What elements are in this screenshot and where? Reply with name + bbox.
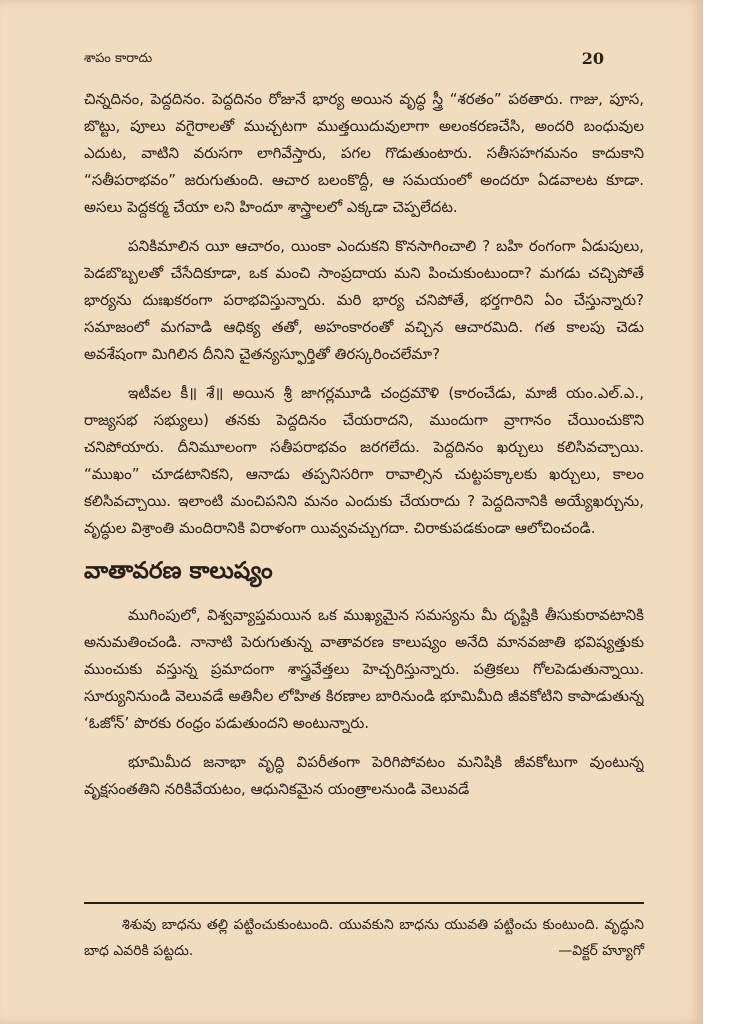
footer-quote — [84, 912, 644, 964]
section-paragraph-1: ముగింపులో, విశ్వవ్యాప్తమయిన ఒక ముఖ్యమైన సమస్యను మీ దృష్టికి తీసుకురావటానికి అనుమతించండి. నానాటి పెరుగుతున్న వాతావరణ కాలుష్యం అనేది మానవజాతి భవిష్యత్తుకు ముంచుకు వస్తున్న ప్రమాదంగా శాస్త్రవేత్తలు హెచ్చరిస్తున్నారు. పత్రికలు గోలపెడుతున్నాయి. సూర్యునినుండి వెలువడే అతినీల లోహిత కిరణాల బారినుండి భూమిమీది జీవకోటిని కాపాడుతున్న ‘ఓజోన్’ పొరకు రంధ్రం పడుతుందని అంటున్నారు. — [84, 606, 644, 732]
page-edge — [702, 0, 730, 1024]
paragraph-2: పనికిమాలిన యీ ఆచారం, యింకా ఎందుకని కొనసాగించాలి ? బహి రంగంగా ఏడుపులు, పెడబొబ్బలతో చేసేదికూడా, ఒక మంచి సాంప్రదాయ మని పించుకుంటుందా? మగడు చచ్చిపోతే భార్యను దుఃఖకరంగా పరాభవిస్తున్నారు. మరి భార్య చనిపోతే, భర్తగారిని ఏం చేస్తున్నారు? సమాజంలో మగవాడి ఆధిక్య తతో, అహంకారంతో వచ్చిన ఆచారమిది. గత కాలపు చెడు అవశేషంగా మిగిలిన దీనిని చైతన్యస్ఫూర్తితో తిరస్కరించలేమా? — [84, 237, 644, 363]
page-header — [84, 48, 604, 70]
footer-divider — [84, 902, 644, 904]
section-heading: వాతావరణ కాలుష్యం — [84, 558, 273, 584]
quote-text: శిశువు బాధను తల్లి పట్టించుకుంటుంది. యువకుని బాధను యువతి పట్టించు కుంటుంది. వృద్ధుని బాధ ఎవరికి పట్టదు. — [84, 917, 644, 959]
section-paragraph-2: భూమిమీద జనాభా వృద్ధి విపరీతంగా పెరిగిపోవటం మనిషికి జీవకోటుగా వుంటున్న వృక్షసంతతిని నరికివేయటం, ఆధునికమైన యంత్రాలనుండి వెలువడే — [84, 753, 644, 798]
page-number: 20 — [581, 49, 604, 68]
page-body — [84, 86, 644, 815]
running-title: శాపం కారాదు — [84, 51, 153, 66]
paragraph-1: చిన్నదినం, పెద్దదినం. పెద్దదినం రోజునే భార్య అయిన వృద్ధ స్త్రీ “శరతం” పఠతారు. గాజు, పూస, బొట్టు, పూలు వగైరాలతో ముచ్చటగా ముత్తయిదువులాగా అలంకరణచేసి, అందరి బంధువుల ఎదుట, వాటిని వరుసగా లాగివేస్తారు, పగల గొడుతుంటారు. సతీసహగమనం కాదుకాని “సతీపరాభవం” జరుగుతుంది. ఆచార బలంకొద్దీ, ఆ సమయంలో అందరూ ఏడవాలట కూడా. అసలు పెద్దకర్మ చేయా లని హిందూ శాస్త్రాలలో ఎక్కడా చెప్పలేదట. — [84, 90, 644, 216]
quote-author: —విక్టర్ హ్యూగో — [558, 943, 644, 959]
paragraph-3: ఇటీవల కీ॥ శే॥ అయిన శ్రీ జాగర్లమూడి చంద్రమౌళి (కారంచేడు, మాజీ యం.ఎల్.ఎ., రాజ్యసభ సభ్యులు) తనకు పెద్దదినం చేయరాదని, ముందుగా వ్రాగానం చేయించుకొని చనిపోయారు. దీనిమూలంగా సతీపరాభవం జరగలేదు. పెద్దదినం ఖర్చులు కలిసివచ్చాయి. “ముఖం” చూడటానికని, ఆనాడు తప్పనిసరిగా రావాల్సిన చుట్టపక్కాలకు ఖర్చులు, కాలం కలిసివచ్చాయి. ఇలాంటి మంచిపనిని మనం ఎందుకు చేయరాదు ? పెద్దదినానికి అయ్యేఖర్చును, వృద్ధుల విశ్రాంతి మందిరానికి విరాళంగా యివ్వవచ్చుగదా. చిరాకుపడకుండా ఆలోచించండి. — [84, 384, 644, 537]
